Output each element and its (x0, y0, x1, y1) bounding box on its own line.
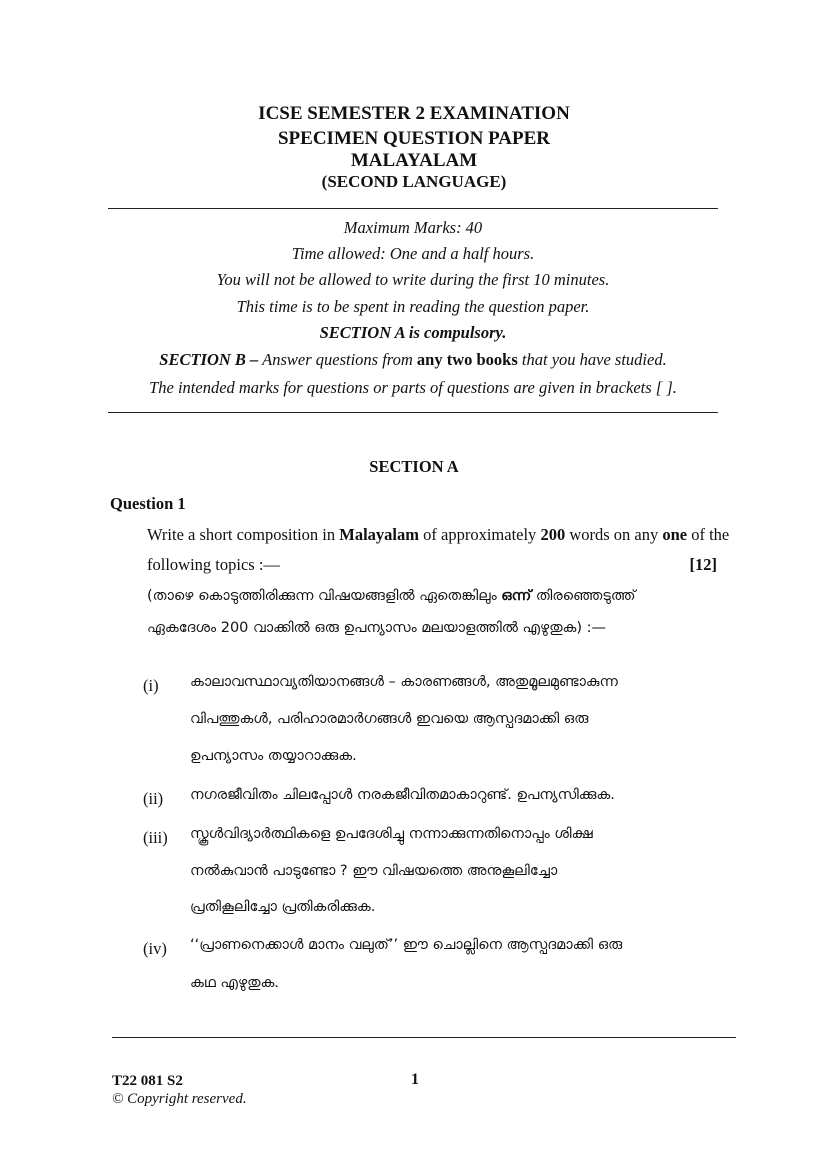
topic-1-line2: വിപത്തുകൾ, പരിഹാരമാർഗങ്ങൾ ഇവയെ ആസ്പദമാക്കി ഒരു (190, 711, 589, 727)
malayalam-prompt-line2: ഏകദേശം 200 വാക്കിൽ ഒരു ഉപന്യാസം മലയാളത്തിൽ എഴുതുക) :— (147, 620, 607, 636)
section-a-compulsory: SECTION A is compulsory. (319, 323, 507, 342)
section-b-prefix: SECTION B – (159, 350, 259, 369)
footer-divider (112, 1037, 736, 1038)
prompt-bold-wordcount: 200 (540, 525, 566, 544)
max-marks: Maximum Marks: 40 (343, 218, 483, 237)
topic-number: (iv) (143, 939, 167, 958)
header-divider (108, 208, 718, 209)
section-b-suffix: that you have studied. (517, 350, 667, 369)
instructions-divider (108, 412, 718, 413)
topic-1-line3: ഉപന്യാസം തയ്യാറാക്കുക. (190, 748, 357, 764)
page-number: 1 (411, 1071, 419, 1088)
paper-subtitle: SPECIMEN QUESTION PAPER (277, 128, 550, 149)
copyright-notice: © Copyright reserved. (112, 1091, 247, 1107)
section-b-mid: Answer questions from (258, 350, 417, 369)
topic-number: (i) (143, 676, 159, 695)
no-writing-note: You will not be allowed to write during the first 10 minutes. (216, 270, 610, 289)
prompt-bold-language: Malayalam (339, 525, 420, 544)
marks-note: The intended marks for questions or parts of questions are given in brackets [ ]. (149, 378, 677, 397)
mal-prompt-text-b: തിരഞ്ഞെടുത്ത് (531, 588, 636, 604)
prompt-text-3: words on any (565, 525, 663, 544)
reading-time-note: This time is to be spent in reading the question paper. (236, 297, 590, 316)
topic-4-line1: ‘‘പ്രാണനെക്കാൾ മാനം വലുത്’’ ഈ ചൊല്ലിനെ ആസ്പദമാക്കി ഒരു (190, 937, 623, 953)
topic-4-line2: കഥ എഴുതുക. (190, 975, 279, 991)
subject-title: MALAYALAM (350, 150, 478, 171)
topic-number: (ii) (143, 789, 164, 808)
topic-number: (iii) (143, 828, 168, 847)
mal-prompt-text-a: (താഴെ കൊടുത്തിരിക്കുന്ന വിഷയങ്ങളിൽ ഏതെങ്കിലും (147, 588, 502, 604)
section-a-heading: SECTION A (369, 457, 459, 476)
mal-prompt-bold-one: ഒന്ന് (501, 588, 532, 604)
question-marks: [12] (689, 555, 717, 574)
topic-3-line2: നൽകുവാൻ പാടുണ്ടോ ? ഈ വിഷയത്തെ അനുകൂലിച്ചോ (190, 863, 558, 879)
topic-1-line1: കാലാവസ്ഥാവ്യതിയാനങ്ങൾ – കാരണങ്ങൾ, അതുമൂലമുണ്ടാകുന്ന (190, 674, 618, 690)
prompt-text-1: Write a short composition in (147, 525, 340, 544)
exam-title: ICSE SEMESTER 2 EXAMINATION (258, 103, 570, 124)
section-b-bold: any two books (416, 350, 518, 369)
prompt-bold-one: one (662, 525, 688, 544)
language-label: (SECOND LANGUAGE) (321, 172, 507, 191)
section-b-instruction (108, 350, 718, 370)
topic-2-line1: നഗരജീവിതം ചിലപ്പോൾ നരകജീവിതമാകാറുണ്ട്. ഉപന്യസിക്കുക. (190, 787, 615, 803)
topic-3-line1: സ്കൂൾവിദ്യാർത്ഥികളെ ഉപദേശിച്ചു നന്നാക്കുന്നതിനൊപ്പം ശിക്ഷ (190, 826, 593, 842)
prompt-text-4: of the (687, 525, 730, 544)
paper-code: T22 081 S2 (112, 1073, 183, 1089)
question-prompt-line1 (147, 525, 729, 545)
malayalam-prompt-line1 (147, 588, 635, 604)
question-prompt-line2: following topics :— (147, 555, 280, 574)
prompt-text-2: of approximately (419, 525, 541, 544)
time-allowed: Time allowed: One and a half hours. (291, 244, 535, 263)
topic-3-line3: പ്രതികൂലിച്ചോ പ്രതികരിക്കുക. (190, 899, 376, 915)
question-1-label: Question 1 (110, 494, 186, 513)
